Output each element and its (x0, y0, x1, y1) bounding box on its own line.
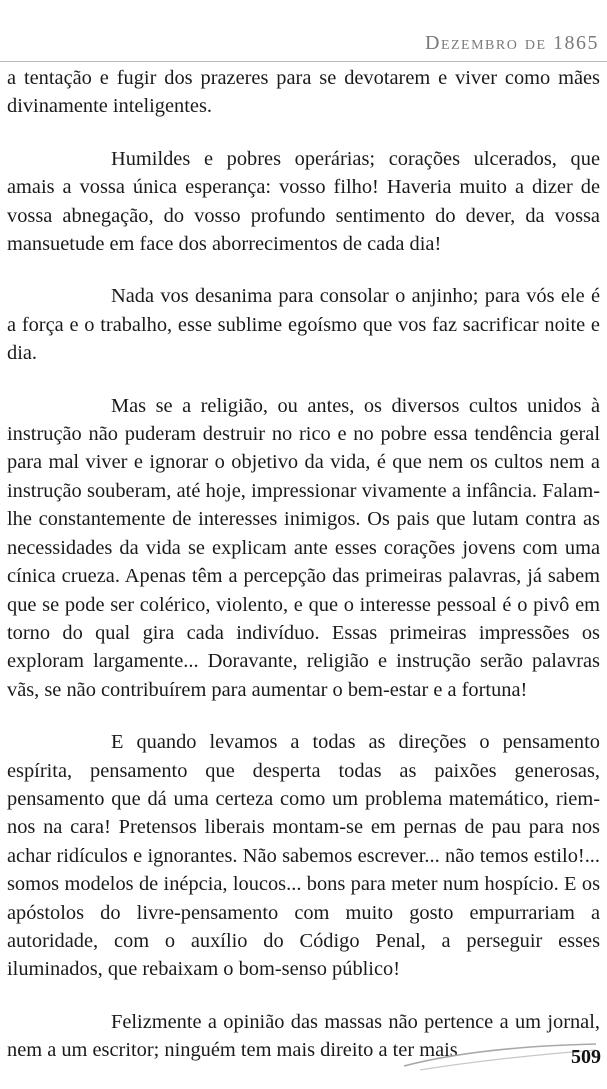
paragraph-4: Mas se a religião, ou antes, os diversos cultos unidos à instrução não puderam destruir no rico e no pobre essa tendência geral para mal viver e ignorar o objetivo da vida, é que nem os cultos nem a instrução souberam, até hoje, impressionar vivamente a infância. Falam-lhe constantemente de interesses inimigos. Os pais que lutam contra as necessidades da vida se explicam ante esses corações jovens com uma cínica crueza. Apenas têm a percepção das primeiras palavras, já sabem que se pode ser colérico, violento, e que o interesse pessoal é o pivô em torno do qual gira cada indivíduo. Essas primeiras impressões os exploram largamente... Doravante, religião e instrução serão palavras vãs, se não contribuírem para aumentar o bem-estar e a fortuna! (7, 394, 600, 701)
paragraph-5: E quando levamos a todas as direções o pensamento espírita, pensamento que desperta todas as paixões generosas, pensamento que dá uma certeza como um problema matemático, riem-nos na cara! Pretensos liberais montam-se em pernas de pau para nos achar ridículos e ignorantes. Não sabemos escrever... não temos estilo!... somos modelos de inépcia, loucos... bons para meter num hospício. E os apóstolos do livre-pensamento com muito gosto empurrariam a autoridade, com o auxílio do Código Penal, a perseguir esses iluminados, que rebaixam o bom-senso público! (7, 731, 600, 981)
page-number-swoosh-ornament (400, 1036, 600, 1076)
paragraph-1: a tentação e fugir dos prazeres para se devotarem e viver como mães divinamente inteligentes. (7, 67, 600, 118)
header-rule (0, 61, 607, 62)
page-body (7, 64, 600, 1089)
running-header: Dezembro de 1865 (425, 32, 599, 54)
paragraph-2: Humildes e pobres operárias; corações ulcerados, que amais a vossa única esperança: vosso filho! Haveria muito a dizer de vossa abnegação, do vosso profundo sentimento do dever, da vossa mansuetude em face dos aborrecimentos de cada dia! (7, 147, 600, 256)
paragraph-6: Felizmente a opinião das massas não pertence a um jornal, nem a um escritor; ninguém tem mais direito a ter mais (7, 1010, 600, 1062)
paragraph-3: Nada vos desanima para consolar o anjinho; para vós ele é a força e o trabalho, esse sublime egoísmo que vos faz sacrificar noite e dia. (7, 285, 600, 365)
page-number: 509 (571, 1046, 601, 1068)
